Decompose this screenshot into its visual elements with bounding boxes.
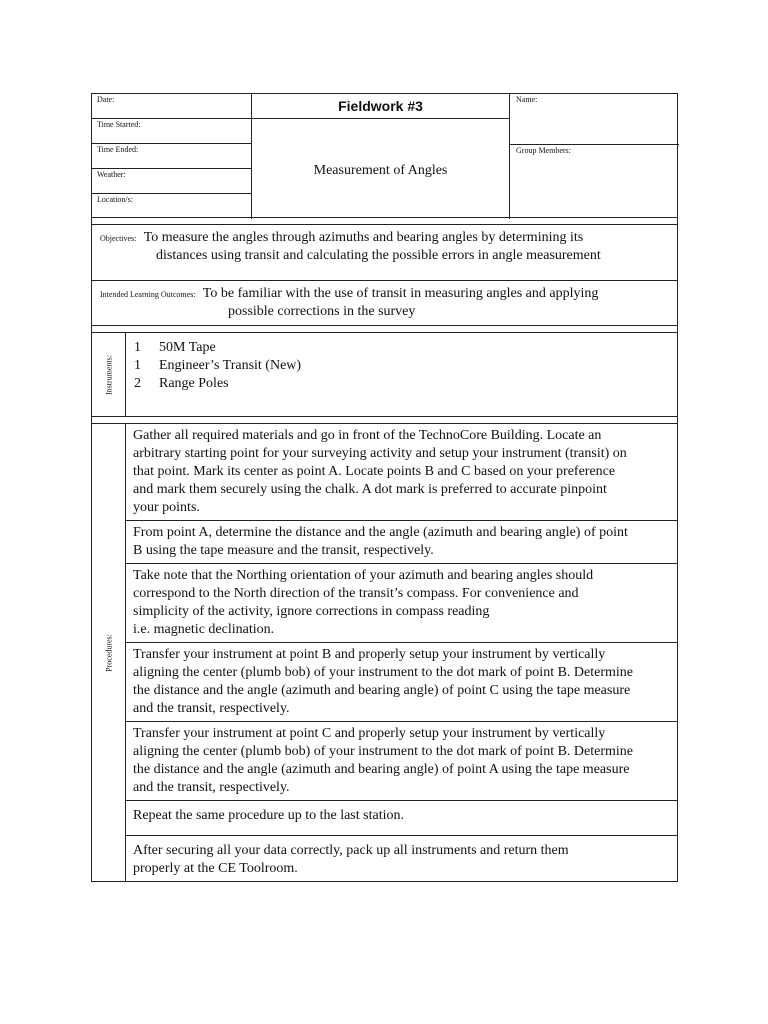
procedure-step <box>126 836 677 881</box>
date-label: Date: <box>97 95 115 104</box>
instrument-name: 50M Tape <box>159 340 216 355</box>
step-line: simplicity of the activity, ignore corrections in compass reading <box>133 604 490 619</box>
ilo-text-line1: To be familiar with the use of transit in measuring angles and applying <box>202 286 599 301</box>
step-line: Gather all required materials and go in front of the TechnoCore Building. Locate an <box>133 428 602 443</box>
participant-fields <box>510 94 679 219</box>
step-line: B using the tape measure and the transit, respectively. <box>133 543 434 558</box>
step-line: properly at the CE Toolroom. <box>133 861 298 876</box>
ilo-section <box>91 281 678 326</box>
procedures-label: Procedures: <box>104 633 113 672</box>
form-subtitle: Measurement of Angles <box>313 163 448 178</box>
step-line: Repeat the same procedure up to the last station. <box>133 808 404 823</box>
location-field[interactable] <box>92 194 252 219</box>
instrument-name: Range Poles <box>159 376 229 391</box>
step-line: and the transit, respectively. <box>133 701 290 716</box>
time-started-field[interactable] <box>92 119 252 144</box>
step-line: your points. <box>133 500 200 515</box>
procedure-step <box>126 722 677 801</box>
step-line: and mark them securely using the chalk. A dot mark is preferred to accurate pinpoint <box>133 482 607 497</box>
location-label: Location/s: <box>97 195 133 204</box>
procedure-step <box>126 643 677 722</box>
procedures-section <box>91 423 678 882</box>
objectives-label: Objectives: <box>100 234 137 243</box>
name-label: Name: <box>516 95 538 104</box>
instruments-label: Instruments: <box>104 354 113 395</box>
procedure-step <box>126 521 677 564</box>
list-item <box>134 375 301 393</box>
weather-label: Weather: <box>97 170 126 179</box>
time-ended-field[interactable] <box>92 144 252 169</box>
time-ended-label: Time Ended: <box>97 145 139 154</box>
instrument-qty: 1 <box>134 340 141 355</box>
step-line: aligning the center (plumb bob) of your instrument to the dot mark of point B. Determine <box>133 665 634 680</box>
step-line: From point A, determine the distance and the angle (azimuth and bearing angle) of point <box>133 525 628 540</box>
step-line: arbitrary starting point for your surveying activity and setup your instrument (transit) on <box>133 446 627 461</box>
instruments-list <box>134 339 301 393</box>
objectives-section <box>91 224 678 281</box>
list-item <box>134 339 301 357</box>
procedure-step <box>126 424 677 521</box>
step-line: aligning the center (plumb bob) of your instrument to the dot mark of point B. Determine <box>133 744 634 759</box>
instruments-label-column <box>92 333 126 416</box>
group-members-field[interactable] <box>510 145 679 156</box>
name-field[interactable] <box>510 94 679 145</box>
header-info-fields <box>92 94 252 219</box>
time-started-label: Time Started: <box>97 120 141 129</box>
step-line: After securing all your data correctly, pack up all instruments and return them <box>133 843 569 858</box>
instruments-section <box>91 332 678 417</box>
step-line: that point. Mark its center as point A. Locate points B and C based on your preference <box>133 464 616 479</box>
instrument-name: Engineer’s Transit (New) <box>159 358 302 373</box>
fieldwork-form <box>91 93 678 882</box>
title-block <box>251 94 510 219</box>
list-item <box>134 357 301 375</box>
form-header <box>91 93 678 218</box>
step-line: Transfer your instrument at point B and properly setup your instrument by vertically <box>133 647 606 662</box>
objectives-text-line2: distances using transit and calculating the possible errors in angle measurement <box>156 248 601 263</box>
step-line: Transfer your instrument at point C and properly setup your instrument by vertically <box>133 726 606 741</box>
procedure-steps <box>126 424 677 881</box>
step-line: and the transit, respectively. <box>133 780 290 795</box>
step-line: the distance and the angle (azimuth and bearing angle) of point C using the tape measure <box>133 683 631 698</box>
procedures-label-column <box>92 424 126 881</box>
ilo-label: Intended Learning Outcomes: <box>100 290 196 299</box>
step-line: Take note that the Northing orientation of your azimuth and bearing angles should <box>133 568 594 583</box>
instrument-qty: 1 <box>134 358 141 373</box>
step-line: the distance and the angle (azimuth and bearing angle) of point A using the tape measure <box>133 762 630 777</box>
instrument-qty: 2 <box>134 376 141 391</box>
procedure-step <box>126 801 677 836</box>
group-members-label: Group Members: <box>516 146 571 155</box>
step-line: i.e. magnetic declination. <box>133 622 275 637</box>
procedure-step <box>126 564 677 643</box>
step-line: correspond to the North direction of the transit’s compass. For convenience and <box>133 586 579 601</box>
form-title: Fieldwork #3 <box>252 94 509 119</box>
objectives-text-line1: To measure the angles through azimuths and bearing angles by determining its <box>143 230 584 245</box>
ilo-text-line2: possible corrections in the survey <box>228 304 416 319</box>
weather-field[interactable] <box>92 169 252 194</box>
date-field[interactable] <box>92 94 252 119</box>
